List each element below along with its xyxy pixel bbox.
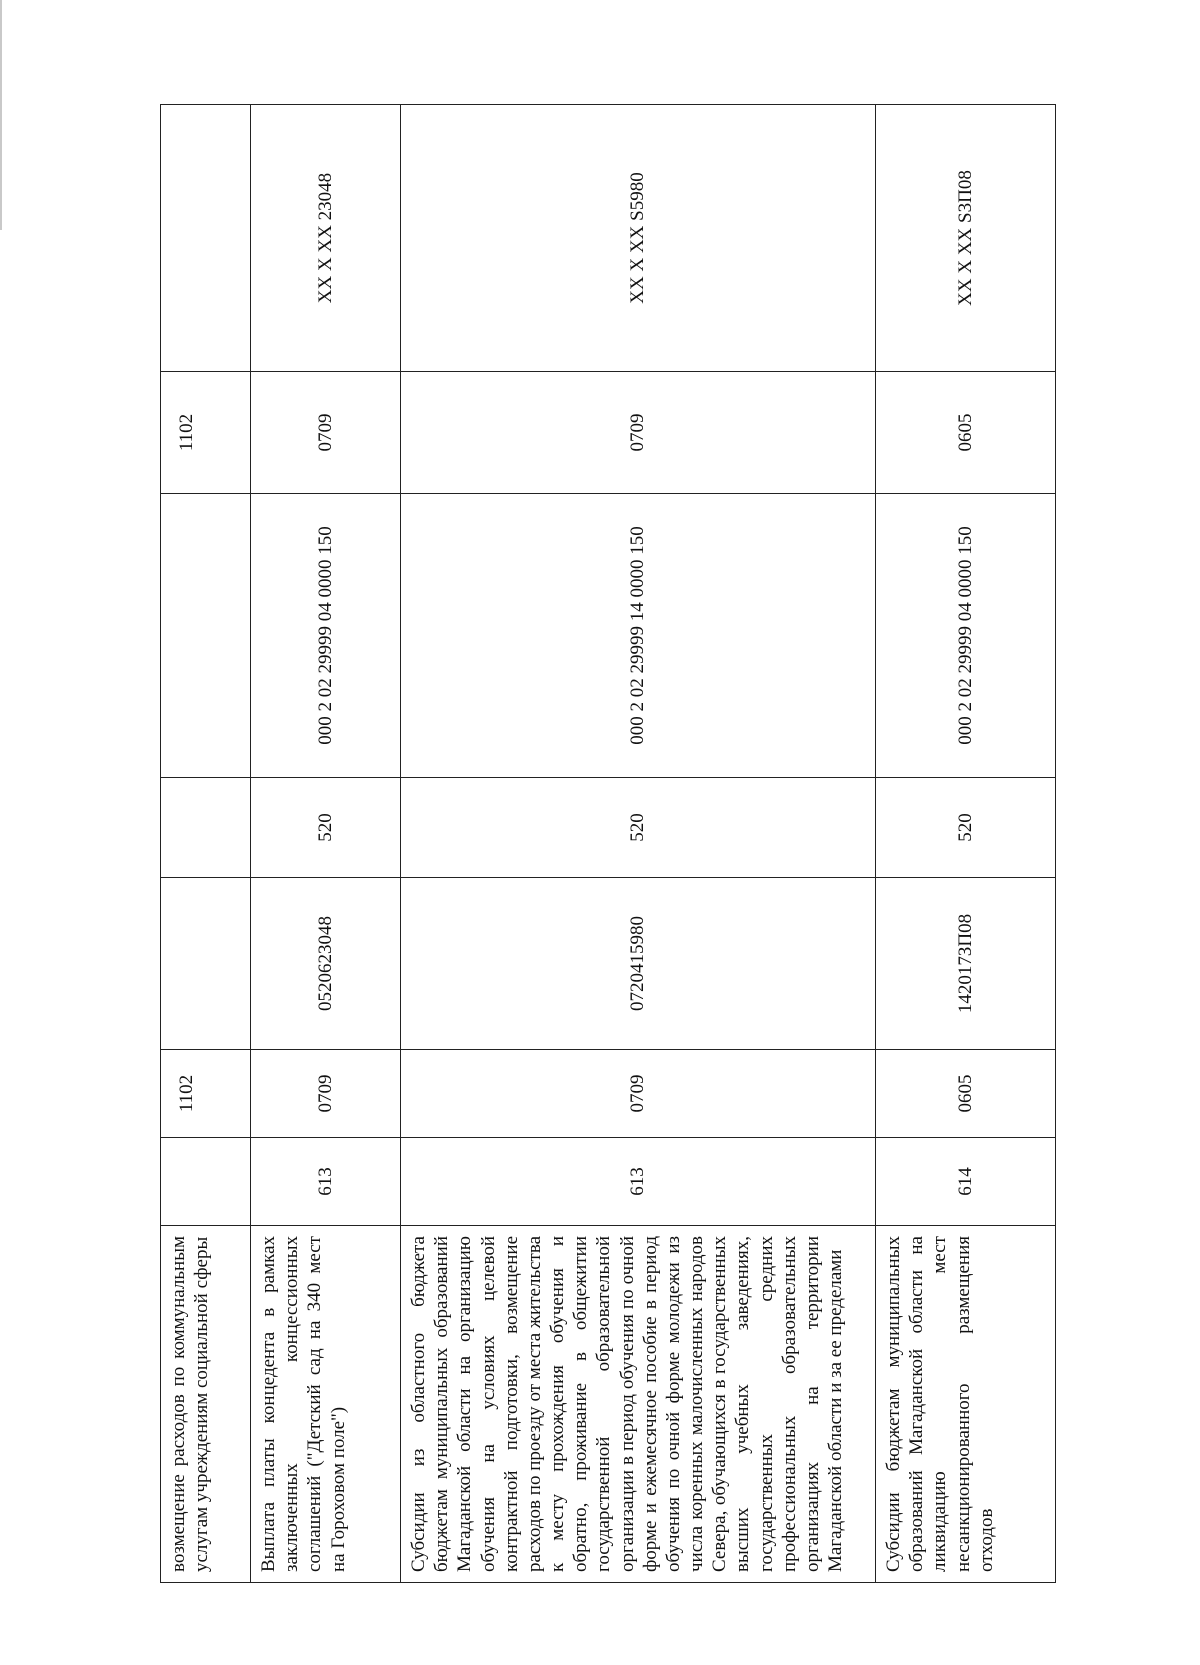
expense-type-cell: 520 xyxy=(401,778,876,878)
section-b-cell: 0605 xyxy=(876,372,1056,494)
section-b-cell: 0709 xyxy=(251,372,401,494)
section-a-cell: 0709 xyxy=(401,1050,876,1138)
target-code-cell: XX X XX 23048 xyxy=(251,105,401,372)
code-a-cell: 613 xyxy=(401,1138,876,1226)
expense-type-cell: 520 xyxy=(876,778,1056,878)
section-a-cell: 1102 xyxy=(161,1050,251,1138)
table-row xyxy=(251,105,401,1583)
target-code-cell: XX X XX S5980 xyxy=(401,105,876,372)
expense-type-cell: 520 xyxy=(251,778,401,878)
target-article-cell xyxy=(161,878,251,1050)
target-code-cell xyxy=(161,105,251,372)
scan-edge-mark xyxy=(0,0,2,230)
description-cell: Выплата платы концедента в рамках заключенных концессионных соглашений ("Детский сад на 340 мест на Гороховом поле") xyxy=(251,1226,401,1583)
section-a-cell: 0709 xyxy=(251,1050,401,1138)
expense-type-cell xyxy=(161,778,251,878)
target-article-cell: 0720415980 xyxy=(401,878,876,1050)
target-article-cell: 142017ЗП08 xyxy=(876,878,1056,1050)
description-cell: Субсидии бюджетам муниципальных образований Магаданской области на ликвидацию мест несанкционированного размещения отходов xyxy=(876,1226,1056,1583)
table-row xyxy=(401,105,876,1583)
revenue-code-cell xyxy=(161,494,251,778)
rotated-table-container xyxy=(160,105,1055,1583)
description-cell: возмещение расходов по коммунальным услугам учреждениям социальной сферы xyxy=(161,1226,251,1583)
table-row xyxy=(161,105,251,1583)
budget-codes-table xyxy=(160,104,1056,1583)
section-a-cell: 0605 xyxy=(876,1050,1056,1138)
target-article-cell: 0520623048 xyxy=(251,878,401,1050)
target-code-cell: XX X XX S3П08 xyxy=(876,105,1056,372)
section-b-cell: 1102 xyxy=(161,372,251,494)
code-a-cell: 613 xyxy=(251,1138,401,1226)
description-cell: Субсидии из областного бюджета бюджетам муниципальных образований Магаданской области на организацию обучения на условиях целевой контрактной подготовки, возмещение расходов по проезду от места жительства к месту прохождения обучения и обратно, проживание в общежитии государственной образовательной организации в период обучения по очной форме и ежемесячное пособие в период обучения по очной форме молодежи из числа коренных малочисленных народов Севера, обучающихся в государственных высших учебных заведениях, государственных средних профессиональных образовательных организациях на территории Магаданской области и за ее пределами xyxy=(401,1226,876,1583)
code-a-cell: 614 xyxy=(876,1138,1056,1226)
table-row xyxy=(876,105,1056,1583)
code-a-cell xyxy=(161,1138,251,1226)
revenue-code-cell: 000 2 02 29999 14 0000 150 xyxy=(401,494,876,778)
revenue-code-cell: 000 2 02 29999 04 0000 150 xyxy=(251,494,401,778)
revenue-code-cell: 000 2 02 29999 04 0000 150 xyxy=(876,494,1056,778)
section-b-cell: 0709 xyxy=(401,372,876,494)
